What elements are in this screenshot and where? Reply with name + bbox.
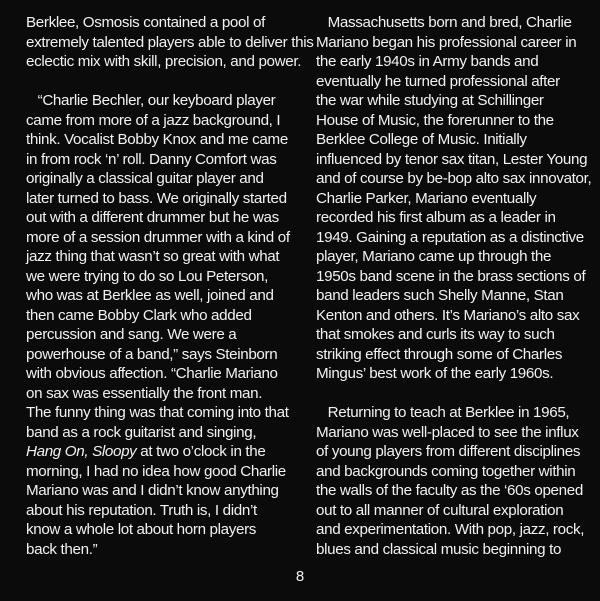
text-line: out to all manner of cultural exploration (316, 501, 564, 519)
text-line: the war while studying at Schillinger (316, 92, 544, 109)
text-line: back then.” (26, 540, 98, 558)
paragraph-mariano-bio (316, 13, 592, 384)
text-line: then came Bobby Clark who added (26, 306, 252, 324)
right-column (316, 13, 592, 559)
text-line: the early 1940s in Army bands and (316, 53, 539, 70)
text-line: “Charlie Bechler, our keyboard player (26, 92, 276, 109)
text-line: and backgrounds coming together within (316, 462, 576, 480)
text-line: more of a session drummer with a kind of (26, 228, 290, 246)
text-line: and of course by be-bop alto sax innovator, (316, 170, 592, 187)
text-line: and experimentation. With pop, jazz, rock, (316, 521, 585, 538)
text-line: band leaders such Shelly Manne, Stan (316, 287, 564, 304)
text-line: influenced by tenor sax titan, Lester Young (316, 150, 588, 168)
paragraph-gap (316, 384, 584, 404)
text-line: extremely talented players able to deliver this (26, 33, 314, 51)
text-line: 1949. Gaining a reputation as a distinctive (316, 228, 584, 246)
text-line: the walls of the faculty as the ‘60s opened (316, 482, 583, 499)
song-title: Hang On, Sloopy (26, 443, 137, 460)
text-line: out with a different drummer but he was (26, 209, 279, 226)
text-line: Massachusetts born and bred, Charlie (316, 14, 572, 31)
paragraph-berklee-1965 (316, 403, 584, 559)
text-line: Berklee, Osmosis contained a pool of (26, 14, 265, 31)
text-line: Berklee College of Music. Initially (316, 131, 527, 148)
text-line: morning, I had no idea how good Charlie (26, 462, 286, 480)
text-line: eventually he turned professional after (316, 72, 560, 90)
text-line: know a whole lot about horn players (26, 521, 257, 538)
text-fragment: at two o’clock in the (136, 443, 266, 460)
text-line: think. Vocalist Bobby Knox and me came (26, 131, 288, 148)
paragraph-osmosis-intro (26, 13, 314, 72)
text-line: Kenton and others. It’s Mariano’s alto sax (316, 306, 580, 324)
text-line: jazz thing that wasn’t so great with what (26, 248, 280, 265)
text-line: of young players from different disciplines (316, 443, 581, 460)
text-line: Returning to teach at Berklee in 1965, (316, 404, 570, 421)
text-line: Charlie Parker, Mariano eventually (316, 189, 537, 207)
page-number: 8 (295, 568, 305, 585)
text-line: percussion and sang. We were a (26, 326, 237, 343)
text-line: in from rock ‘n’ roll. Danny Comfort was (26, 150, 277, 168)
paragraph-steinborn-quote (26, 91, 294, 559)
text-line: on sax was essentially the front man. (26, 384, 263, 402)
text-line: that smokes and curls its way to such (316, 326, 555, 343)
text-line: Mariano was well-placed to see the influx (316, 423, 579, 441)
text-line: originally a classical guitar player and (26, 170, 264, 187)
left-column (26, 13, 314, 559)
text-line: later turned to bass. We originally started (26, 189, 287, 207)
text-line: 1950s band scene in the brass sections of (316, 267, 586, 285)
text-line: we were trying to do so Lou Peterson, (26, 267, 269, 285)
paragraph-gap (26, 72, 294, 92)
text-line: about his reputation. Truth is, I didn’t (26, 501, 257, 519)
text-line: came from more of a jazz background, I (26, 111, 281, 129)
text-line: Mariano was and I didn’t know anything (26, 482, 279, 499)
text-line-with-song-title (26, 442, 294, 462)
text-line: Mingus’ best work of the early 1960s. (316, 365, 554, 382)
text-line: powerhouse of a band,” says Steinborn (26, 345, 278, 363)
text-line: striking effect through some of Charles (316, 345, 563, 363)
text-line: The funny thing was that coming into that (26, 404, 289, 421)
text-line: player, Mariano came up through the (316, 248, 552, 265)
text-line: blues and classical music beginning to (316, 540, 562, 558)
text-line: House of Music, the forerunner to the (316, 111, 554, 129)
text-line: who was at Berklee as well, joined and (26, 287, 274, 304)
text-line: with obvious affection. “Charlie Mariano (26, 365, 278, 382)
text-line: band as a rock guitarist and singing, (26, 423, 257, 441)
text-line: eclectic mix with skill, precision, and power. (26, 53, 302, 70)
text-line: Mariano began his professional career in (316, 33, 577, 51)
text-line: recorded his first album as a leader in (316, 209, 556, 226)
